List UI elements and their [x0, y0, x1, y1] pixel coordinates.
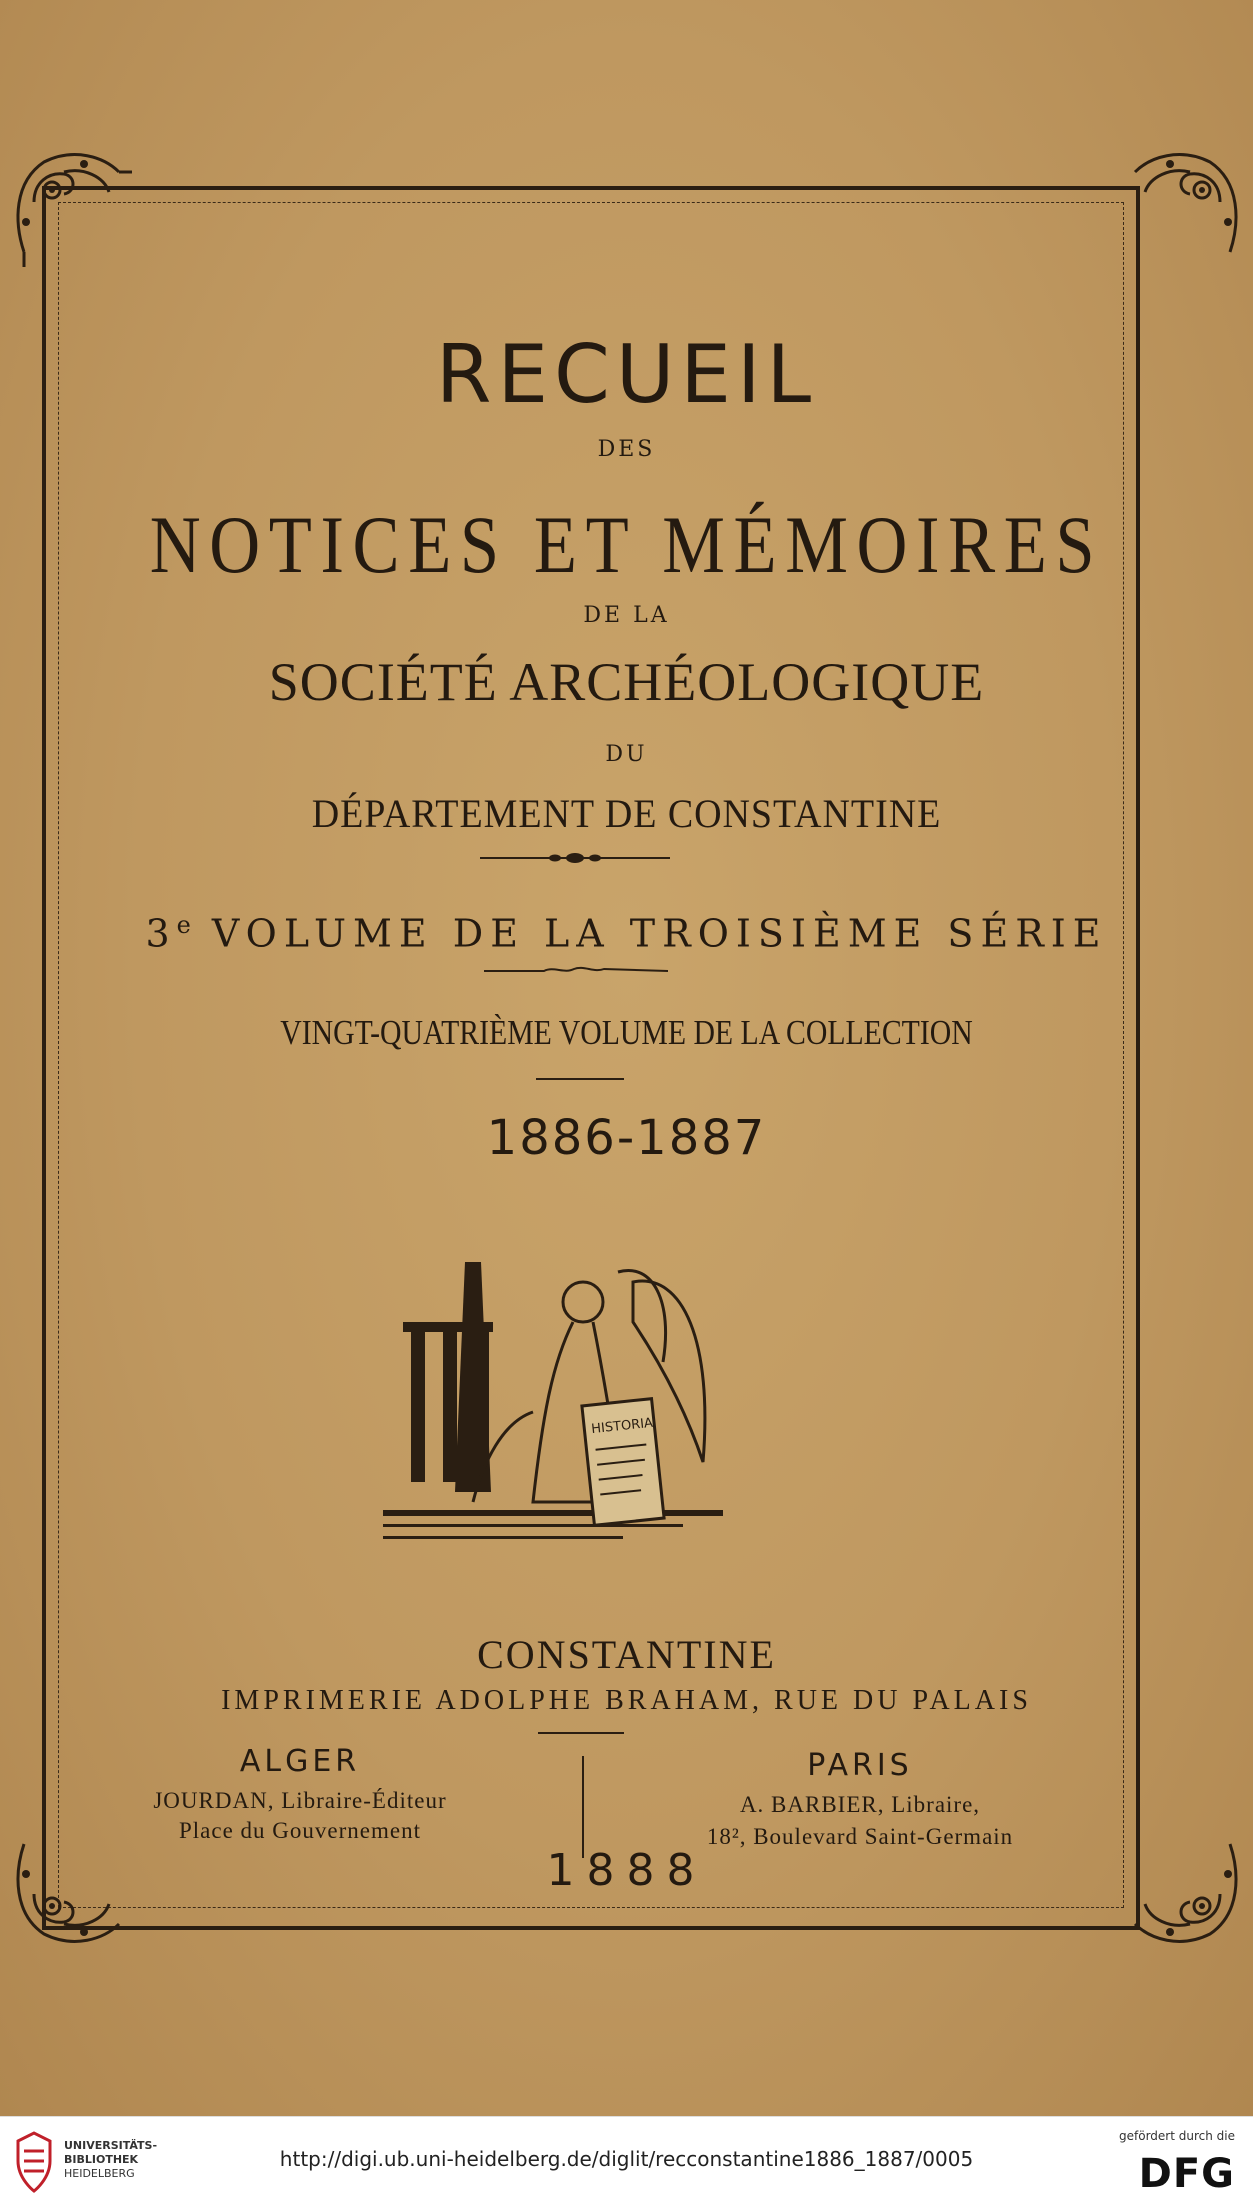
vignette-label: HISTORIA — [590, 1415, 654, 1438]
title-societe: SOCIÉTÉ ARCHÉOLOGIQUE — [268, 652, 985, 712]
word-de-la: DE LA — [583, 603, 670, 628]
historia-angel-vignette-icon — [383, 1262, 723, 1552]
short-rule — [538, 1732, 624, 1734]
short-rule — [536, 1078, 624, 1080]
funded-by-text: gefördert durch die — [1119, 2129, 1235, 2143]
collection-volume-line: VINGT-QUATRIÈME VOLUME DE LA COLLECTION — [280, 1013, 973, 1052]
ornamental-rule-icon — [480, 850, 670, 866]
dfg-logo: DFG — [1138, 2151, 1235, 2197]
library-name-line1: UNIVERSITÄTS- — [64, 2139, 158, 2152]
paris-publisher: A. BARBIER, Libraire, — [739, 1792, 981, 1817]
publication-year: 1888 — [546, 1845, 707, 1896]
alger-publisher: JOURDAN, Libraire-Éditeur — [153, 1788, 447, 1813]
printing-city: CONSTANTINE — [477, 1632, 776, 1677]
volume-superscript: e — [176, 911, 193, 939]
word-des: DES — [597, 437, 656, 462]
alger-address: Place du Gouvernement — [179, 1818, 421, 1843]
paris-heading: PARIS — [807, 1748, 913, 1783]
title-notices-memoires: NOTICES ET MÉMOIRES — [149, 499, 1104, 590]
volume-line — [0, 902, 1253, 957]
corner-ornament-icon — [1120, 142, 1250, 272]
library-name-line2: BIBLIOTHEK — [64, 2153, 139, 2166]
corner-ornament-icon — [4, 142, 134, 272]
library-name-line3: HEIDELBERG — [64, 2167, 135, 2180]
alger-heading: ALGER — [239, 1744, 361, 1779]
volume-number: 3 — [145, 911, 177, 956]
volume-years: 1886-1887 — [486, 1110, 767, 1166]
volume-text: VOLUME DE LA TROISIÈME SÉRIE — [192, 911, 1108, 956]
title-departement: DÉPARTEMENT DE CONSTANTINE — [311, 791, 942, 836]
wavy-rule-icon — [484, 962, 668, 976]
word-du: DU — [605, 742, 648, 767]
column-divider — [582, 1756, 584, 1858]
printer-line: IMPRIMERIE ADOLPHE BRAHAM, RUE DU PALAIS — [221, 1685, 1032, 1716]
paris-address: 18², Boulevard Saint-Germain — [706, 1824, 1014, 1849]
viewer-footer — [0, 2116, 1253, 2209]
permalink-url[interactable]: http://digi.ub.uni-heidelberg.de/diglit/recconstantine1886_1887/0005 — [279, 2147, 974, 2171]
title-recueil: RECUEIL — [435, 328, 818, 421]
